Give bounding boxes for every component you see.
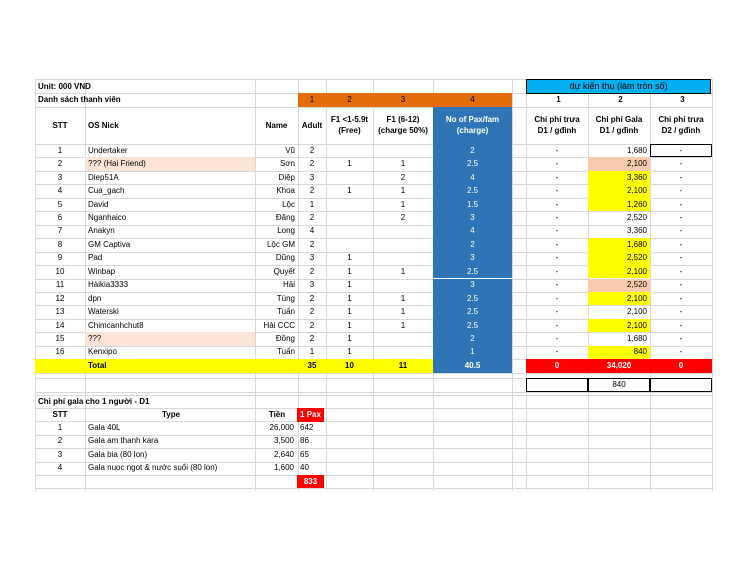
cell-nick: Chimcanhchut8	[88, 320, 144, 330]
cell-adult: 3	[309, 172, 315, 182]
cell-pax: 4	[433, 225, 512, 238]
cell-adult: 3	[309, 253, 315, 263]
col-number-4: 4	[433, 93, 512, 107]
cell-pax: 2.5	[433, 184, 512, 197]
header-adult: Adult	[301, 120, 323, 130]
cell-nick: Cua_gach	[88, 186, 125, 196]
cell-d1: -	[555, 186, 559, 196]
cell-pax: 3	[433, 252, 512, 265]
cell-f2	[373, 346, 433, 359]
gala-header-tien: Tiền	[268, 410, 286, 419]
cell-name: Lộc	[282, 199, 295, 209]
gala-total: 833	[297, 475, 324, 488]
cell-name: Vũ	[285, 145, 295, 155]
cell-d1: -	[555, 253, 559, 263]
cell-gala: 1,260	[588, 198, 650, 211]
cell-d2: -	[679, 347, 683, 357]
cell-d2: -	[679, 307, 683, 317]
cell-adult: 2	[309, 145, 315, 155]
cell-nick: Diep51A	[88, 172, 119, 182]
total-row	[35, 359, 298, 373]
cell-name: Tùng	[276, 293, 295, 303]
cell-nick: ??? (Hai Friend)	[85, 157, 255, 170]
cell-d2: -	[650, 144, 712, 157]
cell-gala: 2,100	[588, 265, 650, 278]
cell-gala: 1,680	[626, 334, 647, 344]
cell-name: Diệp	[278, 172, 295, 182]
cell-pax: 2.5	[433, 305, 512, 318]
header-stt: STT	[52, 120, 68, 130]
gala-header-type: Type	[161, 410, 181, 419]
cell-stt: 4	[57, 186, 63, 196]
gala-cell-stt: 4	[57, 463, 63, 473]
cell-nick: Nganhaico	[88, 212, 127, 222]
cell-d2: -	[679, 186, 683, 196]
gala-cell-type: Gala 40L	[88, 422, 121, 432]
cell-pax: 3	[433, 211, 512, 224]
cell-d2: -	[679, 212, 683, 222]
cell-name: Quyết	[273, 266, 295, 276]
gala-cell-stt: 1	[57, 422, 63, 432]
cell-f2: 1	[400, 186, 406, 196]
cell-d1: -	[555, 159, 559, 169]
gala-cell-tien: 3,500	[273, 436, 294, 446]
cell-stt: 8	[57, 239, 63, 249]
cell-nick: dpn	[88, 293, 102, 303]
cell-f2	[373, 252, 433, 265]
cell-stt: 14	[55, 320, 65, 330]
cell-gala: 2,100	[588, 319, 650, 332]
cell-d1: -	[555, 280, 559, 290]
grid-hline	[35, 373, 712, 374]
blank-box-1	[526, 378, 588, 392]
header-lunch-d1: Chi phí trưa D1 / gđình	[534, 114, 580, 135]
cell-f1: 1	[347, 320, 352, 330]
cell-name: Hải	[282, 280, 295, 290]
forecast-col-2: 2	[618, 95, 623, 104]
total-f2: 11	[373, 359, 433, 373]
unit-label: Unit: 000 VND	[38, 82, 91, 91]
cell-gala: 2,520	[626, 212, 647, 222]
cell-pax: 2	[433, 238, 512, 251]
cell-adult: 1	[309, 347, 315, 357]
cell-stt: 7	[57, 226, 63, 236]
cell-f2: 2	[400, 172, 406, 182]
cell-f2: 1	[400, 307, 406, 317]
cell-pax: 2.5	[433, 265, 512, 278]
gala-cell-tien: 1,600	[273, 463, 294, 473]
cell-d2: -	[679, 226, 683, 236]
cell-gala: 3,360	[588, 171, 650, 184]
cell-d1: -	[555, 307, 559, 317]
cell-f2	[373, 279, 433, 292]
grid-hline	[35, 488, 712, 489]
cell-adult: 2	[309, 212, 315, 222]
cell-stt: 15	[55, 334, 65, 344]
cell-d1: -	[555, 293, 559, 303]
cell-name: Hải CCC	[263, 320, 295, 330]
cell-stt: 3	[57, 172, 63, 182]
cell-f1	[326, 198, 373, 211]
forecast-col-1: 1	[556, 95, 561, 104]
cell-gala: 2,100	[588, 184, 650, 197]
header-pax: No of Pax/fam (charge)	[433, 107, 512, 144]
cell-d2: -	[679, 334, 683, 344]
cell-nick: Anakyn	[88, 226, 115, 236]
cell-f1: 1	[347, 307, 352, 317]
gala-header-pax: 1 Pax	[297, 408, 324, 422]
cell-name: Tuấn	[277, 347, 295, 357]
cell-f1	[326, 171, 373, 184]
gala-cell-stt: 3	[57, 449, 63, 459]
blank-box-3	[650, 378, 712, 392]
forecast-title: dự kiến thu (làm tròn số)	[526, 79, 711, 94]
cell-pax: 4	[433, 171, 512, 184]
total-lunch-d2: 0	[650, 359, 712, 373]
cell-adult: 2	[309, 266, 315, 276]
cell-d1: -	[555, 199, 559, 209]
cell-stt: 10	[55, 266, 65, 276]
cell-f2: 1	[400, 159, 406, 169]
cell-d1: -	[555, 212, 559, 222]
cell-pax: 2	[433, 144, 512, 157]
cell-name: Long	[277, 226, 295, 236]
cell-d2: -	[679, 159, 683, 169]
cell-gala: 2,100	[626, 307, 647, 317]
cell-name: Lộc GM	[266, 239, 295, 249]
gala-title: Chi phí gala cho 1 người - D1	[38, 397, 150, 406]
cell-pax: 1.5	[433, 198, 512, 211]
header-gala-d1: Chi phí Gala D1 / gđình	[595, 114, 643, 135]
gala-cell-type: Gala nuoc ngot & nước suối (80 lon)	[88, 463, 218, 473]
cell-nick: Winbap	[88, 266, 116, 276]
gala-cell-type: Gala am thanh kara	[88, 436, 159, 446]
header-f1-free: F1 <1-5.9t (Free)	[330, 114, 369, 135]
cell-d2: -	[679, 293, 683, 303]
cell-f2: 1	[400, 293, 406, 303]
cell-f2	[373, 225, 433, 238]
cell-adult: 3	[309, 280, 315, 290]
cell-stt: 2	[57, 159, 63, 169]
header-f1-charge: F1 (6-12) (charge 50%)	[378, 114, 428, 135]
gala-cell-pax: 65	[300, 449, 309, 459]
total-label: Total	[88, 361, 107, 370]
list-title: Danh sách thanh viên	[38, 95, 121, 104]
gala-cell-type: Gala bia (80 lon)	[88, 449, 148, 459]
cell-f2: 1	[400, 320, 406, 330]
cell-d1: -	[555, 266, 559, 276]
gala-cell-pax: 86	[300, 436, 309, 446]
cell-name: Tuấn	[277, 307, 295, 317]
cell-nick: ???	[85, 332, 255, 345]
cell-f2	[373, 332, 433, 345]
cell-d2: -	[679, 239, 683, 249]
cell-adult: 4	[309, 226, 315, 236]
cell-pax: 2.5	[433, 292, 512, 305]
total-gala: 34,020	[588, 359, 650, 373]
cell-nick: Pad	[88, 253, 103, 263]
cell-d2: -	[679, 199, 683, 209]
cell-f2: 1	[400, 199, 406, 209]
cell-gala: 2,520	[588, 252, 650, 265]
header-nick: OS Nick	[88, 120, 119, 130]
cell-nick: David	[88, 199, 109, 209]
total-lunch-d1: 0	[526, 359, 588, 373]
cell-stt: 11	[55, 280, 65, 290]
cell-adult: 1	[309, 199, 315, 209]
header-lunch-d2: Chi phí trưa D2 / gđình	[658, 114, 704, 135]
cell-gala: 2,100	[588, 157, 650, 170]
col-number-1: 1	[298, 93, 326, 107]
cell-adult: 2	[309, 334, 315, 344]
cell-d1: -	[555, 172, 559, 182]
cell-name: Đăng	[275, 212, 295, 222]
gala-cell-tien: 2,640	[273, 449, 294, 459]
col-number-2: 2	[326, 93, 373, 107]
cell-d2: -	[679, 280, 683, 290]
cell-name: Dũng	[275, 253, 295, 263]
cell-gala: 1,680	[626, 145, 647, 155]
extra-value: 840	[588, 378, 650, 392]
cell-f1: 1	[347, 159, 352, 169]
cell-f1: 1	[347, 186, 352, 196]
cell-f1: 1	[347, 280, 352, 290]
cell-pax: 2.5	[433, 157, 512, 170]
cell-pax: 2	[433, 332, 512, 345]
cell-adult: 2	[309, 320, 315, 330]
cell-f1	[326, 225, 373, 238]
cell-nick: Hàikia3333	[88, 280, 129, 290]
grid-vline	[712, 79, 713, 491]
grid-hline	[35, 475, 712, 476]
total-f1: 10	[326, 359, 373, 373]
gala-cell-pax: 642	[300, 422, 314, 432]
cell-nick: Undertaker	[88, 145, 128, 155]
cell-stt: 5	[57, 199, 63, 209]
cell-nick: GM Captiva	[88, 239, 131, 249]
cell-f1: 1	[347, 266, 352, 276]
cell-nick: Kenxipo	[88, 347, 117, 357]
cell-pax: 1	[433, 346, 512, 359]
cell-d1: -	[555, 145, 559, 155]
cell-stt: 13	[55, 307, 65, 317]
header-name: Name	[265, 120, 288, 130]
cell-d1: -	[555, 347, 559, 357]
gala-header-stt: STT	[52, 410, 68, 419]
cell-stt: 1	[57, 145, 63, 155]
cell-f1: 1	[347, 334, 352, 344]
cell-d2: -	[679, 172, 683, 182]
cell-adult: 2	[309, 159, 315, 169]
forecast-col-3: 3	[680, 95, 685, 104]
cell-gala: 840	[588, 346, 650, 359]
cell-f1: 1	[347, 347, 352, 357]
col-number-3: 3	[373, 93, 433, 107]
cell-stt: 16	[55, 347, 65, 357]
cell-f1: 1	[347, 253, 352, 263]
cell-f1	[326, 211, 373, 224]
cell-adult: 2	[309, 307, 315, 317]
cell-nick: Waterski	[88, 307, 119, 317]
cell-gala: 1,680	[588, 238, 650, 251]
grid-hline	[35, 392, 712, 393]
cell-f1	[326, 238, 373, 251]
total-pax: 40.5	[433, 359, 512, 373]
cell-f2: 2	[400, 212, 406, 222]
cell-adult: 2	[309, 186, 315, 196]
grid-vline	[512, 79, 513, 491]
cell-d2: -	[679, 253, 683, 263]
cell-f1	[326, 144, 373, 157]
cell-f2	[373, 238, 433, 251]
cell-name: Khoa	[276, 186, 295, 196]
cell-gala: 3,360	[626, 226, 647, 236]
gala-cell-tien: 26,000	[269, 422, 294, 432]
gala-cell-stt: 2	[57, 436, 63, 446]
cell-name: Sơn	[279, 159, 295, 169]
cell-d1: -	[555, 226, 559, 236]
cell-adult: 2	[309, 293, 315, 303]
cell-stt: 6	[57, 212, 63, 222]
cell-f2: 1	[400, 266, 406, 276]
total-adult: 35	[298, 359, 326, 373]
cell-d1: -	[555, 334, 559, 344]
cell-gala: 2,520	[588, 279, 650, 292]
gala-cell-pax: 40	[300, 463, 309, 473]
cell-stt: 9	[57, 253, 63, 263]
cell-f2	[373, 144, 433, 157]
cell-d1: -	[555, 239, 559, 249]
cell-d1: -	[555, 320, 559, 330]
cell-pax: 3	[433, 279, 512, 292]
cell-adult: 2	[309, 239, 315, 249]
cell-stt: 12	[55, 293, 65, 303]
cell-pax: 2.5	[433, 319, 512, 332]
cell-d2: -	[679, 266, 683, 276]
cell-d2: -	[679, 320, 683, 330]
cell-gala: 2,100	[588, 292, 650, 305]
cell-name: Đồng	[275, 334, 295, 344]
cell-f1: 1	[347, 293, 352, 303]
